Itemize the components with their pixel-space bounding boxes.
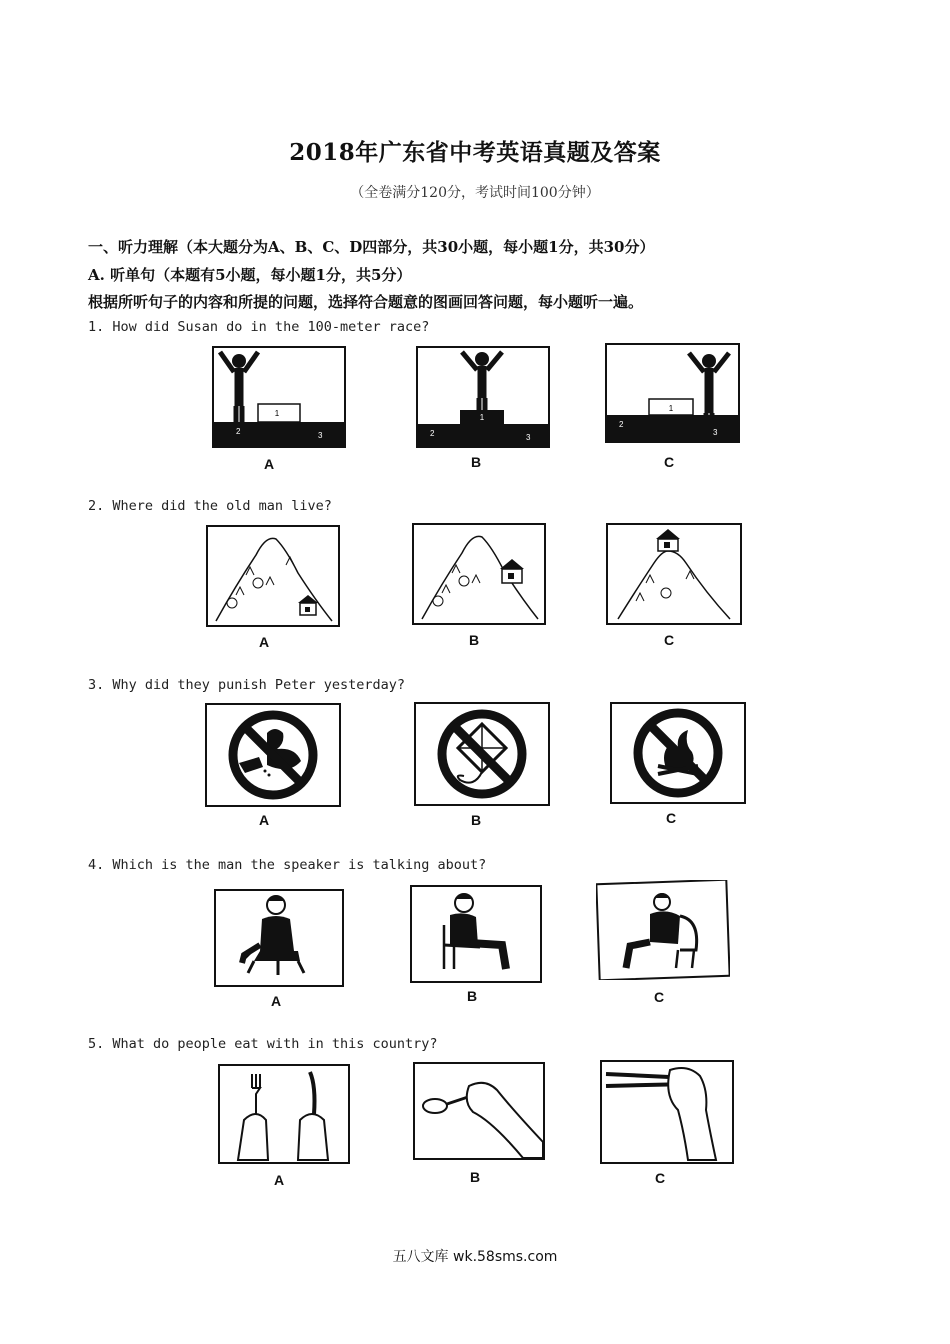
podium-number: 1 (668, 404, 674, 413)
q1-option-b-podium-image[interactable] (416, 346, 550, 448)
q2-option-c-mountain-image[interactable] (606, 523, 742, 625)
podium-number: 2 (236, 427, 241, 436)
q4-option-b-man-wooden-chair-image[interactable] (410, 885, 542, 983)
q2-option-a-label: A (258, 634, 270, 650)
instruction: 根据所听句子的内容和所提的问题，选择符合题意的图画回答问题，每小题听一遍。 (88, 293, 644, 311)
q1-option-b-label: B (470, 454, 482, 470)
question-1: 1. How did Susan do in the 100-meter race? (88, 319, 430, 335)
question-2: 2. Where did the old man live? (88, 498, 332, 514)
q4-option-c-label: C (653, 989, 665, 1005)
q4-option-a-man-office-chair-image[interactable] (214, 889, 344, 987)
q1-option-a-label: A (263, 456, 275, 472)
q1-option-c-label: C (663, 454, 675, 470)
podium-number: 2 (430, 429, 435, 438)
podium-number: 3 (526, 433, 531, 442)
podium-number: 3 (713, 428, 718, 437)
page-subtitle: （全卷满分120分，考试时间100分钟） (350, 185, 600, 201)
question-5: 5. What do people eat with in this country? (88, 1036, 438, 1052)
podium-number: 1 (479, 413, 485, 422)
q5-option-b-spoon-image[interactable] (413, 1062, 545, 1160)
q1-option-a-podium-image[interactable] (212, 346, 346, 448)
q5-option-c-label: C (654, 1170, 666, 1186)
q5-option-a-knife-fork-image[interactable] (218, 1064, 350, 1164)
q5-option-c-chopsticks-image[interactable] (600, 1060, 734, 1164)
podium-number: 1 (274, 409, 280, 418)
part-a-heading: A. 听单句（本题有5小题，每小题1分，共5分） (88, 266, 412, 284)
q3-option-c-label: C (665, 810, 677, 826)
podium-number: 3 (318, 431, 323, 440)
question-4: 4. Which is the man the speaker is talking about? (88, 857, 487, 873)
q4-option-c-man-armchair-image[interactable] (596, 880, 730, 980)
q5-option-a-label: A (273, 1172, 285, 1188)
section-heading: 一、听力理解（本大题分为A、B、C、D四部分，共30小题，每小题1分，共30分） (88, 238, 655, 256)
q4-option-b-label: B (466, 988, 478, 1004)
q3-option-b-no-kite-sign[interactable] (414, 702, 550, 806)
q2-option-b-mountain-image[interactable] (412, 523, 546, 625)
q2-option-a-mountain-image[interactable] (206, 525, 340, 627)
page-title: 2018年广东省中考英语真题及答案 (289, 139, 661, 166)
q4-option-a-label: A (270, 993, 282, 1009)
footer-watermark: 五八文库 wk.58sms.com (392, 1249, 558, 1265)
q1-option-c-podium-image[interactable] (605, 343, 740, 443)
q5-option-b-label: B (469, 1169, 481, 1185)
q3-option-c-no-fire-sign[interactable] (610, 702, 746, 804)
q3-option-a-no-feeding-sign[interactable] (205, 703, 341, 807)
q3-option-a-label: A (258, 812, 270, 828)
podium-number: 2 (619, 420, 624, 429)
q3-option-b-label: B (470, 812, 482, 828)
question-3: 3. Why did they punish Peter yesterday? (88, 677, 405, 693)
q2-option-b-label: B (468, 632, 480, 648)
q2-option-c-label: C (663, 632, 675, 648)
